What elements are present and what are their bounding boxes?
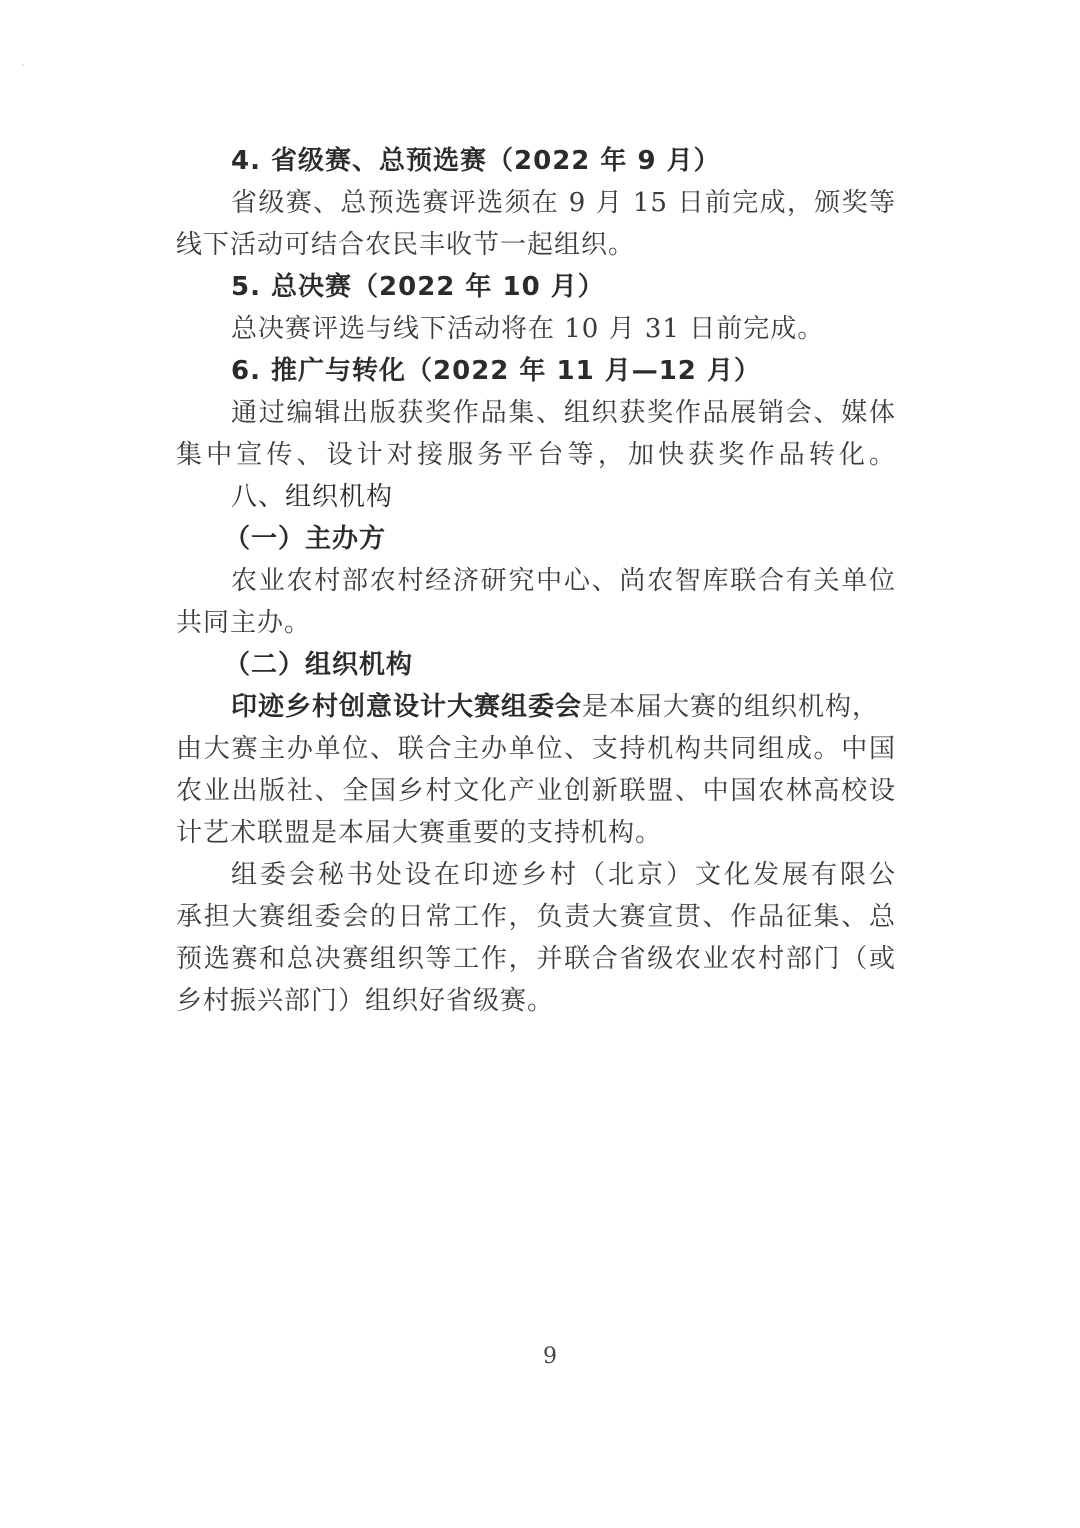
paragraph-line: 线下活动可结合农民丰收节一起组织。 [176,230,636,260]
paragraph-line: 通过编辑出版获奖作品集、组织获奖作品展销会、媒体 [231,398,896,428]
paragraph-line: 农业出版社、全国乡村文化产业创新联盟、中国农林高校设 [176,776,896,806]
committee-name: 印迹乡村创意设计大赛组委会 [231,692,583,722]
heading-item-6: 6. 推广与转化（2022 年 11 月—12 月） [231,356,761,386]
subheading-organizer: （一）主办方 [224,524,387,554]
scan-speck [22,64,24,66]
paragraph-text: 是本届大赛的组织机构， [582,692,880,722]
paragraph-line: 共同主办。 [176,608,312,638]
paragraph-line: 总决赛评选与线下活动将在 10 月 31 日前完成。 [231,314,825,344]
heading-section-8: 八、组织机构 [231,482,394,512]
subheading-organization: （二）组织机构 [224,650,414,680]
paragraph-line: 计艺术联盟是本届大赛重要的支持机构。 [176,818,663,848]
paragraph-line: 省级赛、总预选赛评选须在 9 月 15 日前完成，颁奖等 [231,188,896,218]
paragraph-line: 乡村振兴部门）组织好省级赛。 [176,986,555,1016]
paragraph-line [176,686,896,728]
paragraph-line: 组委会秘书处设在印迹乡村（北京）文化发展有限公 [231,860,896,890]
paragraph-line: 农业农村部农村经济研究中心、尚农智库联合有关单位 [231,566,896,596]
page-number: 9 [543,1344,557,1369]
paragraph-line: 承担大赛组委会的日常工作，负责大赛宣贯、作品征集、总 [176,902,896,932]
paragraph-line: 集中宣传、设计对接服务平台等，加快获奖作品转化。 [176,440,896,470]
paragraph-line: 预选赛和总决赛组织等工作，并联合省级农业农村部门（或 [176,944,896,974]
paragraph-line: 由大赛主办单位、联合主办单位、支持机构共同组成。中国 [176,734,896,764]
heading-item-5: 5. 总决赛（2022 年 10 月） [231,272,605,302]
heading-item-4: 4. 省级赛、总预选赛（2022 年 9 月） [231,146,721,176]
document-body [176,140,896,1022]
